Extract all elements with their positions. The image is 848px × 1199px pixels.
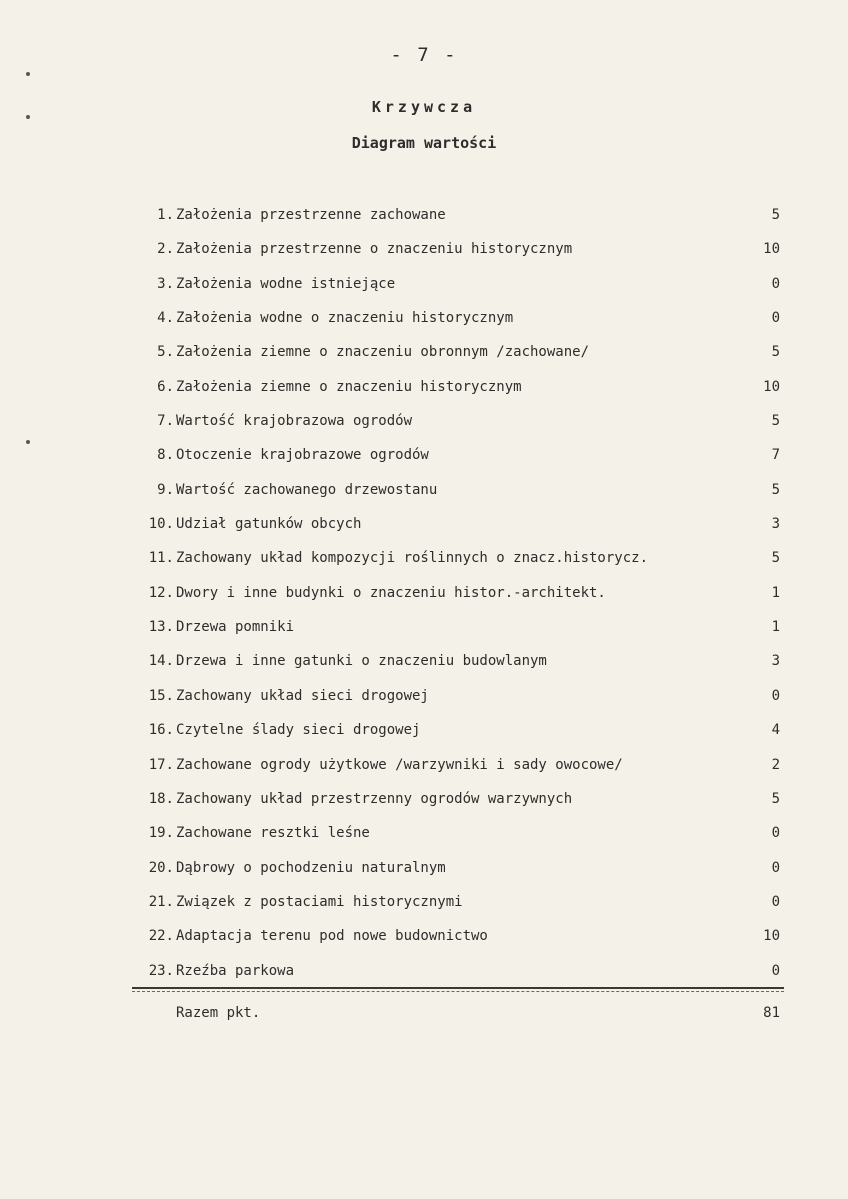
item-number: 8. (157, 447, 174, 464)
item-value: 0 (771, 275, 780, 292)
item-label: Drzewa i inne gatunki o znaczeniu budowlanym (176, 653, 547, 670)
item-label: Otoczenie krajobrazowe ogrodów (176, 447, 429, 464)
total-row (130, 996, 780, 1030)
item-label: Zachowane resztki leśne (176, 825, 370, 842)
list-item (130, 816, 780, 850)
item-label: Związek z postaciami historycznymi (176, 893, 463, 910)
item-value: 1 (771, 619, 780, 636)
list-item (130, 404, 780, 438)
item-value: 2 (771, 756, 780, 773)
item-number: 7. (157, 413, 174, 430)
list-item (130, 576, 780, 610)
list-item (130, 782, 780, 816)
item-label: Założenia przestrzenne o znaczeniu historycznym (176, 241, 573, 258)
item-label: Założenia przestrzenne zachowane (176, 207, 446, 223)
item-number: 13. (148, 619, 174, 636)
item-value: 3 (771, 516, 780, 533)
item-number: 17. (148, 756, 174, 773)
item-value: 10 (763, 928, 780, 945)
item-value: 3 (771, 653, 780, 670)
item-label: Udział gatunków obcych (176, 516, 362, 533)
list-item (130, 541, 780, 575)
list-item (130, 301, 780, 335)
value-diagram-list (130, 198, 780, 988)
item-number: 2. (157, 241, 174, 258)
item-number: 20. (148, 859, 174, 876)
item-label: Zachowany układ sieci drogowej (176, 687, 429, 704)
item-label: Rzeźba parkowa (176, 962, 295, 979)
list-item (130, 370, 780, 404)
item-label: Zachowany układ kompozycji roślinnych o znacz.historycz. (176, 550, 649, 567)
item-value: 5 (771, 481, 780, 498)
item-value: 0 (771, 310, 780, 327)
item-number: 3. (157, 275, 174, 292)
item-number: 15. (148, 687, 174, 704)
item-value: 10 (763, 378, 780, 395)
item-label: Założenia ziemne o znaczeniu historycznym (176, 378, 522, 395)
item-number: 9. (157, 481, 174, 498)
total-value: 81 (763, 1005, 780, 1021)
item-value: 0 (771, 859, 780, 876)
item-label: Adaptacja terenu pod nowe budownictwo (176, 928, 488, 945)
list-item (130, 748, 780, 782)
item-value: 0 (771, 825, 780, 842)
margin-dot (26, 440, 30, 444)
item-number: 18. (148, 790, 174, 807)
item-number: 14. (148, 653, 174, 670)
list-item (130, 198, 780, 232)
item-label: Zachowany układ przestrzenny ogrodów warzywnych (176, 790, 573, 807)
item-value: 5 (771, 413, 780, 430)
item-number: 23. (148, 962, 174, 979)
item-label: Dwory i inne budynki o znaczeniu histor.-architekt. (176, 584, 606, 601)
list-item (130, 267, 780, 301)
item-value: 1 (771, 584, 780, 601)
document-title: Krzywcza (371, 98, 477, 116)
list-item (130, 507, 780, 541)
item-label: Założenia ziemne o znaczeniu obronnym /zachowane/ (176, 344, 590, 361)
item-value: 5 (771, 790, 780, 807)
item-number: 4. (157, 310, 174, 327)
item-value: 10 (763, 241, 780, 258)
item-value: 5 (771, 207, 780, 223)
item-label: Dąbrowy o pochodzeniu naturalnym (176, 859, 446, 876)
item-number: 10. (148, 516, 174, 533)
margin-dot (26, 72, 30, 76)
item-label: Założenia wodne istniejące (176, 275, 396, 292)
item-label: Wartość zachowanego drzewostanu (176, 481, 438, 498)
item-number: 6. (157, 378, 174, 395)
item-number: 5. (157, 344, 174, 361)
item-number: 19. (148, 825, 174, 842)
list-item (130, 679, 780, 713)
list-item (130, 885, 780, 919)
document-subtitle: Diagram wartości (351, 134, 497, 152)
list-item (130, 438, 780, 472)
total-divider-secondary (132, 991, 784, 992)
list-item (130, 232, 780, 266)
item-value: 4 (771, 722, 780, 739)
item-label: Czytelne ślady sieci drogowej (176, 722, 421, 739)
item-number: 16. (148, 722, 174, 739)
item-value: 5 (771, 344, 780, 361)
item-label: Wartość krajobrazowa ogrodów (176, 413, 413, 430)
list-item (130, 851, 780, 885)
total-label: Razem pkt. (176, 1005, 261, 1021)
list-item (130, 644, 780, 678)
list-item (130, 919, 780, 953)
item-value: 5 (771, 550, 780, 567)
item-number: 12. (148, 584, 174, 601)
item-label: Założenia wodne o znaczeniu historycznym (176, 310, 514, 327)
item-number: 21. (148, 893, 174, 910)
total-divider (132, 987, 784, 989)
list-item (130, 954, 780, 988)
item-value: 0 (771, 893, 780, 910)
list-item (130, 713, 780, 747)
item-number: 1. (157, 207, 174, 223)
list-item (130, 610, 780, 644)
item-number: 22. (148, 928, 174, 945)
item-label: Zachowane ogrody użytkowe /warzywniki i sady owocowe/ (176, 756, 623, 773)
item-value: 0 (771, 687, 780, 704)
list-item (130, 473, 780, 507)
page-number: - 7 - (390, 44, 458, 66)
list-item (130, 335, 780, 369)
item-label: Drzewa pomniki (176, 619, 295, 636)
item-number: 11. (148, 550, 174, 567)
item-value: 7 (771, 447, 780, 464)
item-value: 0 (771, 962, 780, 979)
